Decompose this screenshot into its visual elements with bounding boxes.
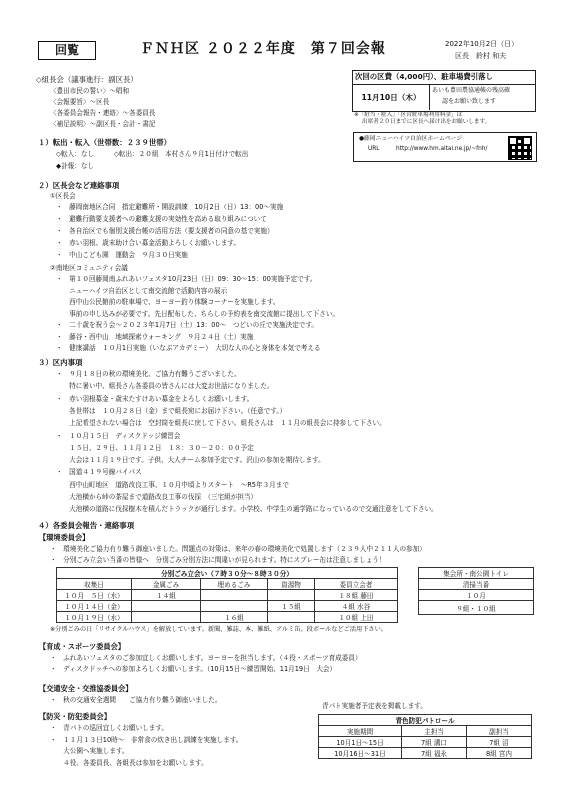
sort-note: ※分別ごみの日「リサイクルハウス」を解放しています。新聞、雑誌、本、雑紙、アルミ缶、段ボールなどご活用下さい。 bbox=[50, 626, 387, 633]
sort-header-attendant: 委員立会者 bbox=[315, 579, 398, 590]
homepage-url-label: URL bbox=[368, 146, 380, 152]
agenda-item: 〈会報要旨〉～区長 bbox=[50, 98, 110, 106]
community-meeting-item: ・ 第１０回藤岡南ふれあいフェスタ10月23日（日）09：30～15：00実施予定です。 bbox=[56, 275, 317, 283]
table-cell: ４組 水谷 bbox=[315, 601, 398, 612]
sort-header-date: 収集日 bbox=[57, 579, 132, 590]
community-meeting-item: ・ 二十歳を祝う会～２０２３年1月7日（土）13：00～ つどいの丘で実施決定です。 bbox=[56, 321, 319, 329]
district-item: 特に暑い中、組長さん各委員の皆さんには大変お世話になりました。 bbox=[56, 382, 274, 391]
meeting-label: ◇組長会（議事進行：副区長） bbox=[36, 75, 138, 84]
community-meeting-item: ・ 藤谷・西中山 地域探索ウォーキング ９月２４日（土）実施 bbox=[56, 332, 254, 341]
table-cell: １８組 藤田 bbox=[315, 590, 398, 601]
sports-committee-label: 【育成・スポーツ委員会】 bbox=[39, 642, 125, 651]
table-cell: １４組 bbox=[132, 590, 201, 601]
sort-table-row bbox=[57, 601, 398, 612]
table-cell: 10月1日～15日 bbox=[319, 737, 402, 748]
bank-note-line2: 認をお願い致します bbox=[442, 98, 497, 105]
toilet-month: １０月 bbox=[419, 590, 534, 601]
patrol-table bbox=[318, 714, 532, 759]
table-cell: １５組 bbox=[268, 601, 315, 612]
sort-header-landfill: 埋めるごみ bbox=[201, 579, 268, 590]
bank-note-line1: あいも豊田農協通帳の残高確 bbox=[432, 87, 511, 94]
table-cell: １６組 bbox=[201, 612, 268, 623]
table-cell bbox=[268, 590, 315, 601]
district-item: ・ １０月１５日 ディスクドッジ練習会 bbox=[56, 431, 181, 440]
sort-waste-table bbox=[56, 567, 398, 623]
district-item: 上記希望されない場合は 空封筒を組長に戻して下さい。組長さんは １１月の組長会に持参して下さい。 bbox=[56, 419, 386, 428]
district-item: １５日、２９日、１１月１２日 １８：３０－２０：００予定 bbox=[56, 443, 254, 452]
table-cell bbox=[132, 612, 201, 623]
district-item: ・ 国道４１９号線バイパス bbox=[56, 468, 142, 477]
table-cell: １０月１９日（水） bbox=[57, 612, 132, 623]
patrol-intro: 青パト実施者予定表を掲載します。 bbox=[322, 702, 427, 710]
agenda-item: 〈豊田市民の誓い〉～唱和 bbox=[50, 87, 130, 95]
district-item: 大池横の道路に伐採樹木を積んだトラックが通行します。小学校、中学生の通学路になっているので交通注意をして下さい。 bbox=[56, 505, 438, 514]
fee-footnote: ※「駐当・駐入」「区営駐車場利用料金」は bbox=[354, 112, 463, 118]
section-4-title: ４）各委員会報告・連絡事項 bbox=[38, 521, 135, 530]
district-item: ・ ９月１８日の秋の環境美化、ご協力有難うございました。 bbox=[56, 370, 241, 378]
table-cell bbox=[268, 612, 315, 623]
district-item: 西中山町地区 道路改良工事、１０月中頃よりスタート ～R5年３月まで bbox=[56, 480, 289, 489]
traffic-committee-label: 【交通安全・交推協委員会】 bbox=[39, 684, 133, 693]
sports-item: ・ ディスクドッチへの参加よろしくお願いします。（10月15日～練習開始、11月19日 大会） bbox=[50, 665, 337, 673]
chief-meeting-item: ・ 避難行動要支援者への避難支援の実効性を高める取り組みについて bbox=[56, 215, 267, 223]
table-cell: 7組 福永 bbox=[402, 748, 467, 759]
env-item: ・ 分別ごみ立会い当番の皆様へ 分別ごみ分別方法に間違いが見られます。特にスプレー缶は注意しましょう！ bbox=[50, 556, 386, 564]
sort-header-resource: 資源物 bbox=[268, 579, 315, 590]
page-title: ＦＮＨ区 ２０２２年度 第７回会報 bbox=[140, 41, 386, 57]
homepage-label: ●藤岡ニューハイツ自治区ホームページ bbox=[359, 136, 463, 142]
env-item: ・ 環境美化ご協力有り難う御座いました。問題点の対策は、来年の春の環境美化で処置します（２３９人中２１１人の参加） bbox=[50, 545, 426, 553]
district-item: 大池横から峠の茶屋まで道路改良工事の伐採 （三宅組が担当） bbox=[56, 493, 258, 501]
toilet-cleaning-table bbox=[418, 567, 534, 615]
issue-date: 2022年10月2日（日） bbox=[445, 40, 519, 48]
crime-item: ・ 青パトの巡回宜しくお願いします。 bbox=[50, 724, 169, 732]
chief-name: 区長 鈴村 和夫 bbox=[455, 52, 507, 60]
section-3-title: ３）区内事項 bbox=[38, 358, 83, 367]
table-cell bbox=[201, 590, 268, 601]
next-fee-title: 次回の区費（4,000円）、駐車場費引落し bbox=[355, 72, 493, 81]
bank-note bbox=[430, 84, 535, 110]
sort-table-caption: 分別ごみ立会い（７時３０分～８時３０分） bbox=[57, 568, 398, 579]
agenda-item: 〈補足説明〉～副区長・会計・書記 bbox=[50, 120, 156, 128]
district-item: 各世帯は １０月２８日（金）まで組長宛にお届け下さい。（任意です。） bbox=[56, 406, 287, 415]
next-fee-date: 11月10日（木） bbox=[353, 84, 430, 110]
circulation-badge: 回覧 bbox=[38, 41, 96, 60]
table-cell: 8組 宮内 bbox=[467, 748, 532, 759]
section-1-title: １）転出・転入（世帯数：２３９世帯） bbox=[38, 138, 172, 147]
sort-table-row bbox=[57, 612, 398, 623]
traffic-item: ・ 秋の交通安全週間 ご協力有り難う御座いました。 bbox=[50, 696, 222, 704]
patrol-table-row bbox=[319, 737, 532, 748]
chief-meeting-item: ・ 各自治区でも個別支援台帳の活用方法（要支援者の同意の基で実施） bbox=[56, 227, 274, 235]
table-cell: 7組 溝口 bbox=[402, 737, 467, 748]
district-item: ・ 赤い羽根募金・歳末たすけあい募金をよろしくお願いします。 bbox=[56, 394, 254, 403]
patrol-header-period: 実施期間 bbox=[319, 726, 402, 737]
obituary-line: ◆訃報：なし bbox=[56, 162, 95, 170]
qr-code-icon bbox=[508, 136, 532, 160]
table-cell bbox=[132, 601, 201, 612]
community-meeting-item: ニューハイツ自治区として南交流館で活動内容の展示 bbox=[56, 286, 228, 295]
crime-item: ・ １１月１３日10時～ 非常食の炊き出し訓練を実施します。 bbox=[50, 735, 243, 744]
sort-header-metal: 金属ごみ bbox=[132, 579, 201, 590]
table-cell: １０月 ５日（水） bbox=[57, 590, 132, 601]
table-cell bbox=[201, 601, 268, 612]
sub-1-label: ①区長会 bbox=[50, 192, 76, 200]
community-meeting-item: 事前の申し込みが必要です。先日配布した、ちらしの予約表を南交流館に提出して下さい。 bbox=[56, 309, 340, 318]
toilet-groups: ９組・１０組 bbox=[419, 601, 534, 615]
next-fee-box bbox=[352, 70, 536, 112]
patrol-table-row bbox=[319, 748, 532, 759]
chief-meeting-item: ・ 赤い羽根、歳末助け合い募金活動よろしくお願いします。 bbox=[56, 239, 241, 247]
crime-item: 大公園へ実施します。 bbox=[50, 747, 129, 755]
table-cell: 10月16日～31日 bbox=[319, 748, 402, 759]
section-2-title: ２）区長会など連絡事項 bbox=[38, 181, 120, 190]
patrol-caption: 青色防犯パトロール bbox=[319, 715, 532, 726]
community-meeting-item: 西中山公民館前の駐車場で、ヨーヨー釣り体験コーナーを実施します。 bbox=[56, 298, 280, 306]
move-in-out-line: ◇転入：なし ◇転出：２０組 本村さん９月1日付けで転出 bbox=[56, 150, 249, 158]
chief-meeting-item: ・ 藤岡南地区合同 指定避難所・開設訓練 10月2日（日）13：00～実施 bbox=[56, 203, 284, 211]
district-item: 大会は１１月１９日です。子供、大人チーム参加予定です。沢山の参加を期待します。 bbox=[56, 456, 325, 465]
sports-item: ・ ふれあいフェスタのご参加宜しくお願いします。ヨーヨーを担当します。（４役・スポーツ育成委員） bbox=[50, 654, 362, 662]
env-committee-label: 【環境委員会】 bbox=[39, 533, 90, 542]
table-cell: １０組 上田 bbox=[315, 612, 398, 623]
community-meeting-item: ・ 健康講話 １０月1日実施（いなぶアカデミー） 大切な人の心と身体を本気で考える bbox=[56, 344, 321, 352]
chief-meeting-item: ・ 中山こども園 運動会 ９月３０日実施 bbox=[56, 251, 188, 259]
toilet-caption: 集会所・南公園トイレ bbox=[419, 568, 534, 579]
fee-footnote-2: 出席者２０日までに区長へ届け出をお願いします。 bbox=[362, 119, 491, 125]
toilet-header: 清掃当番 bbox=[419, 579, 534, 590]
sort-table-row bbox=[57, 590, 398, 601]
sub-2-label: ②南地区コミュニティ会議 bbox=[50, 264, 128, 272]
table-cell: 7組 沼 bbox=[467, 737, 532, 748]
crime-committee-label: 【防災・防犯委員会】 bbox=[39, 712, 111, 721]
patrol-header-main: 主担当 bbox=[402, 726, 467, 737]
table-cell: １０月１４日（金） bbox=[57, 601, 132, 612]
crime-item: ４役、各委員長、各組長は参加をお願いします。 bbox=[50, 758, 208, 767]
homepage-url[interactable]: http://www.hm.aitai.ne.jp/~fnh/ bbox=[396, 146, 488, 152]
agenda-item: 〈各委員会報告・連絡〉～各委員長 bbox=[50, 109, 156, 117]
patrol-header-sub: 副担当 bbox=[467, 726, 532, 737]
